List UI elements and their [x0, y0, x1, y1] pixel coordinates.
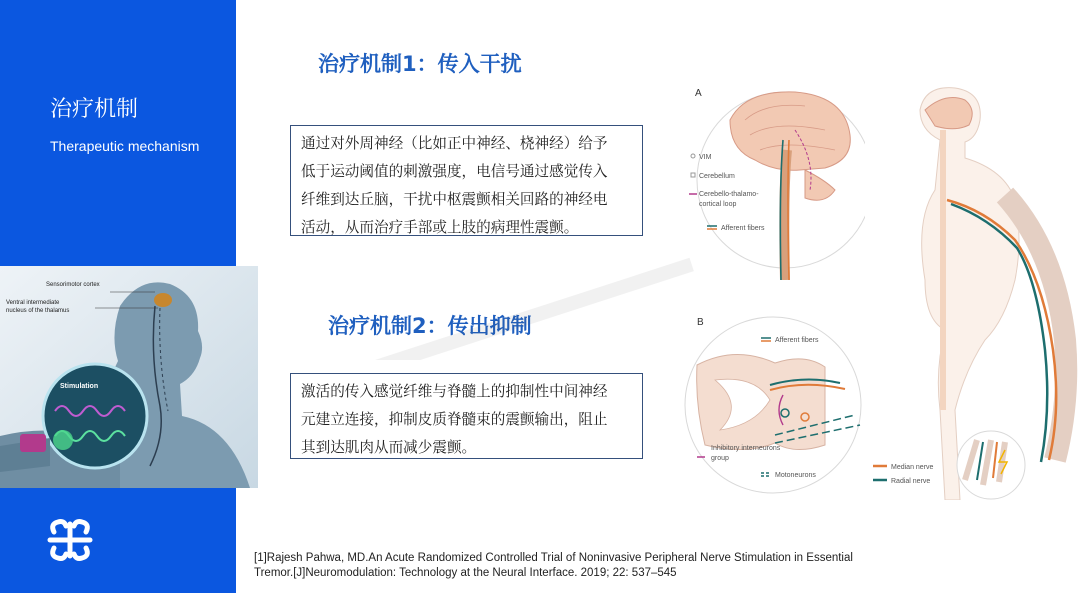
- reference-line: Tremor.[J]Neuromodulation: Technology at the Neural Interface. 2019; 22: 537–545: [254, 567, 677, 579]
- brand-logo-icon: [46, 518, 94, 562]
- legend-vim: VIM: [699, 154, 712, 161]
- legend-afferent-fibers: Afferent fibers: [721, 225, 765, 232]
- figure-b-label: B: [697, 317, 704, 328]
- mechanism-1-line: 通过对外周神经（比如正中神经、桡神经）给予: [301, 135, 608, 152]
- mechanism-2-line: 其到达肌肉从而减少震颤。: [301, 439, 477, 456]
- watermark: [340, 160, 720, 360]
- legend-cerebellum: Cerebellum: [699, 173, 735, 180]
- legend-motoneurons: Motoneurons: [775, 472, 816, 479]
- mechanism-2-text-box: [290, 373, 643, 459]
- heading-efferent-inhibition: 治疗机制2：传出抑制: [328, 314, 532, 338]
- label-sensorimotor-cortex: Sensorimotor cortex: [46, 282, 100, 288]
- reference-citation: [254, 551, 853, 581]
- mechanism-1-line: 活动，从而治疗手部或上肢的病理性震颤。: [301, 219, 579, 236]
- legend-b-afferent-fibers: Afferent fibers: [775, 337, 819, 344]
- legend-loop-line2: cortical loop: [699, 201, 737, 208]
- reference-line: [1]Rajesh Pahwa, MD.An Acute Randomized Controlled Trial of Noninvasive Peripheral Nerve Stimulation in Essential: [254, 552, 853, 564]
- mechanism-1-line: 低于运动阈值的刺激强度，电信号通过感觉传入: [301, 163, 608, 180]
- figure-body-nerves: [865, 80, 1080, 500]
- label-thalamus-nucleus: nucleus of the thalamus: [6, 308, 70, 314]
- heading-afferent-interference: 治疗机制1：传入干扰: [318, 52, 522, 76]
- mechanism-2-line: 激活的传入感觉纤维与脊髓上的抑制性中间神经: [301, 383, 608, 400]
- section-title: 治疗机制: [50, 97, 139, 122]
- mechanism-2-line: 元建立连接，抑制皮质脊髓束的震颤输出，阻止: [301, 411, 608, 428]
- section-subtitle: Therapeutic mechanism: [50, 138, 200, 154]
- stimulation-illustration: [0, 266, 258, 488]
- mechanism-1-line: 纤维到达丘脑，干扰中枢震颤相关回路的神经电: [301, 191, 608, 208]
- legend-median-nerve: Median nerve: [891, 464, 934, 471]
- label-ventral-intermediate: Ventral intermediate: [6, 300, 60, 306]
- label-stimulation: Stimulation: [60, 383, 99, 390]
- legend-radial-nerve: Radial nerve: [891, 478, 931, 485]
- figure-a-label: A: [695, 88, 702, 99]
- legend-interneurons-group: group: [711, 455, 729, 462]
- legend-inhibitory-interneurons: Inhibitory interneurons: [711, 445, 781, 452]
- legend-loop-line1: Cerebello-thalamo-: [699, 191, 759, 198]
